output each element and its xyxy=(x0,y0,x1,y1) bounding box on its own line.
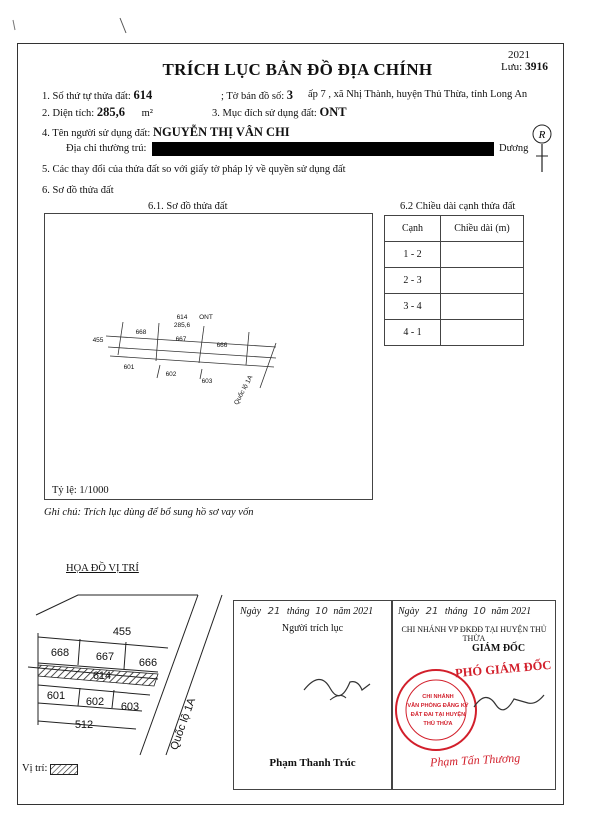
map-label-455: 455 xyxy=(112,626,132,638)
map-label-512: 512 xyxy=(74,719,94,731)
edges-heading: 6.2 Chiều dài cạnh thửa đất xyxy=(400,201,516,212)
map-label-614: 614 xyxy=(92,670,112,682)
changes-row: 5. Các thay đổi của thửa đất so với giấy tờ pháp lý về quyền sử dụng đất xyxy=(42,164,346,175)
table-row: 1 - 2 xyxy=(385,242,524,268)
table-row: 4 - 1 xyxy=(385,320,524,346)
location-map xyxy=(18,575,233,775)
signature-left xyxy=(300,660,380,710)
svg-text:THỦ THỪA: THỦ THỪA xyxy=(423,721,453,727)
sketch-label-614: 614 xyxy=(176,314,188,321)
map-label-667: 667 xyxy=(95,651,115,663)
map-label-601: 601 xyxy=(46,690,66,702)
column-length: Chiều dài (m) xyxy=(441,216,524,242)
svg-text:VĂN PHÒNG ĐĂNG KÝ: VĂN PHÒNG ĐĂNG KÝ xyxy=(407,703,469,709)
signer-right-name: Phạm Tấn Thương xyxy=(429,750,521,770)
table-row: 2 - 3 xyxy=(385,268,524,294)
role-left: Người trích lục xyxy=(281,623,344,634)
location-map-heading: HỌA ĐỒ VỊ TRÍ xyxy=(66,563,139,574)
map-label-666: 666 xyxy=(138,657,158,669)
table-header-row xyxy=(385,216,524,242)
sketch-label-666: 666 xyxy=(216,342,228,349)
document-year: 2021 xyxy=(508,49,530,61)
map-label-668: 668 xyxy=(50,647,70,659)
parcel-sketch xyxy=(44,213,373,500)
parcel-number-row: 1. Số thứ tự thửa đất: 614 xyxy=(42,88,153,102)
note: Ghi chú: Trích lục dùng để bổ sung hồ sơ vay vốn xyxy=(44,507,254,518)
sketch-label-601: 601 xyxy=(123,364,135,371)
registered-mark-icon xyxy=(528,122,558,174)
map-road-label: Quốc lộ 1A xyxy=(168,696,199,752)
parcel-number: 614 xyxy=(133,88,153,102)
archive-number: Lưu: 3916 xyxy=(501,61,548,73)
sketch-line-lower xyxy=(110,356,274,367)
svg-text:R: R xyxy=(538,129,546,141)
area-value: 285,6 xyxy=(96,105,125,119)
sheet-number-row: ; Tờ bản đồ số: 3 xyxy=(221,88,293,102)
sheet-number: 3 xyxy=(286,88,293,102)
sketch-scale: Tỷ lệ: 1/1000 xyxy=(52,485,109,496)
area-row: 2. Diện tích: 285,6 m² xyxy=(42,105,153,119)
office-name: CHI NHÁNH VP ĐKĐĐ TẠI HUYỆN THỦ THỪA xyxy=(401,625,547,643)
sketch-heading: 6.1. Sơ đồ thửa đất xyxy=(148,201,228,212)
legend-hatch-icon xyxy=(50,764,78,775)
column-edge: Cạnh xyxy=(385,216,441,242)
map-label-602: 602 xyxy=(85,696,105,708)
sketch-label-ont: ONT xyxy=(199,314,213,321)
sketch-label-area: 285,6 xyxy=(173,322,191,329)
sketch-label-668: 668 xyxy=(135,329,147,336)
owner-name: NGUYỄN THỊ VÂN CHI xyxy=(152,125,290,139)
purpose-row: 3. Mục đích sử dụng đất: ONT xyxy=(212,105,347,119)
sketch-label-667: 667 xyxy=(175,336,187,343)
redacted-address xyxy=(152,142,494,156)
sketch-line-upper xyxy=(108,347,276,358)
date-left: Ngày 21 tháng 10 năm 2021 xyxy=(240,606,374,617)
sketch-line-top xyxy=(106,336,276,347)
map-label-603: 603 xyxy=(120,701,140,713)
edge-length-table xyxy=(384,215,524,346)
sketch-label-455: 455 xyxy=(92,337,104,344)
stamp-role: PHÓ GIÁM ĐỐC xyxy=(454,657,552,681)
parcel-location: ấp 7 , xã Nhị Thành, huyện Thủ Thừa, tỉnh Long An xyxy=(308,89,528,100)
legend-label: Vị trí: xyxy=(22,763,48,774)
table-row: 3 - 4 xyxy=(385,294,524,320)
signature-right xyxy=(470,685,550,725)
printed-role: GIÁM ĐỐC xyxy=(472,643,526,654)
sketch-road-label: Quốc lộ 1A xyxy=(233,374,255,407)
signer-left-name: Phạm Thanh Trúc xyxy=(269,757,356,769)
owner-row: 4. Tên người sử dụng đất: NGUYỄN THỊ VÂN CHI xyxy=(42,125,290,139)
area-unit: m² xyxy=(141,108,153,119)
svg-text:ĐẤT ĐAI TẠI HUYỆN: ĐẤT ĐAI TẠI HUYỆN xyxy=(410,712,466,718)
document-title: TRÍCH LỤC BẢN ĐỒ ĐỊA CHÍNH xyxy=(162,60,433,79)
diagram-row: 6. Sơ đồ thửa đất xyxy=(42,185,114,196)
purpose-value: ONT xyxy=(319,105,347,119)
address-label: Địa chỉ thường trú: xyxy=(66,143,147,154)
address-suffix: Dương xyxy=(499,143,529,154)
sketch-label-602: 602 xyxy=(165,371,177,378)
svg-text:CHI NHÁNH: CHI NHÁNH xyxy=(422,694,454,700)
sketch-label-603: 603 xyxy=(201,378,213,385)
date-right: Ngày 21 tháng 10 năm 2021 xyxy=(398,606,532,617)
